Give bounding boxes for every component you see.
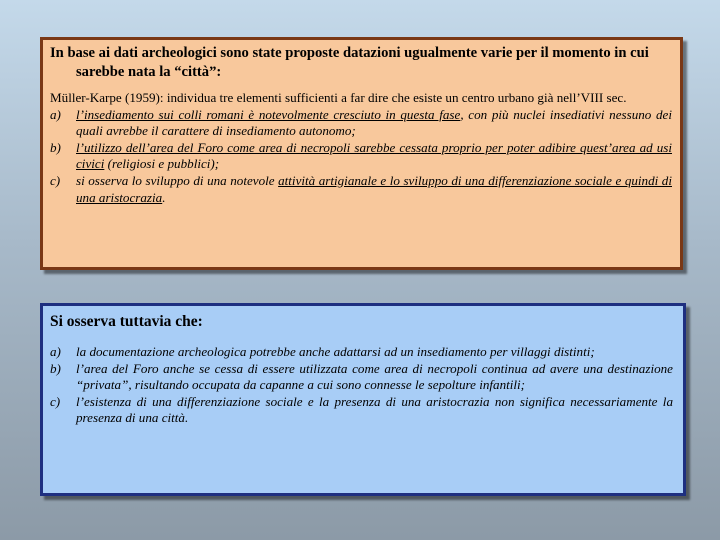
item-text-end: . — [162, 189, 166, 205]
underlined-text: l’insediamento sui colli romani è notevolmente cresciuto in questa fase — [76, 106, 461, 122]
list-item — [50, 394, 673, 427]
item-text: si osserva lo sviluppo di una notevole — [76, 172, 279, 188]
however-title: Si osserva tuttavia che: — [50, 313, 203, 330]
however-box — [40, 303, 686, 496]
list-item-label: b) — [50, 139, 61, 155]
list-item-label: c) — [50, 172, 61, 188]
list-item — [50, 140, 672, 173]
muller-karpe-intro: Müller-Karpe (1959): individua tre elementi sufficienti a far dire che esiste un centro urbano già nell’VIII sec. — [50, 90, 627, 105]
item-text: l’esistenza di una differenziazione sociale e la presenza di una aristocrazia non significa necessariamente la presenza di una città. — [76, 393, 673, 426]
list-item — [50, 361, 673, 394]
list-item — [50, 107, 672, 140]
item-text: l’area del Foro anche se cessa di essere utilizzata come area di necropoli continua ad avere una destinazione “privata”, risultando occupata da capanne a cui sono connesse le sepolture infantili; — [76, 360, 673, 393]
list-item-label: a) — [50, 106, 61, 122]
item-text: (religiosi e pubblici); — [104, 156, 220, 172]
list-item — [50, 173, 672, 206]
dating-proposals-box — [40, 37, 683, 270]
underlined-text: l’utilizzo dell’area del Foro come area di necropoli sarebbe cessata proprio per poter adibire quest’area ad usi civici — [76, 139, 672, 172]
list-item — [50, 344, 673, 361]
list-item-label: b) — [50, 360, 61, 376]
list-item-label: a) — [50, 344, 61, 359]
dating-proposals-title: In base ai dati archeologici sono state proposte datazioni ugualmente varie per il momento in cui sarebbe nata la “città”: — [50, 45, 649, 80]
item-text: la documentazione archeologica potrebbe anche adattarsi ad un insediamento per villaggi distinti; — [76, 344, 595, 359]
underlined-text: attività artigianale e lo sviluppo di una differenziazione sociale e quindi di una aristocrazia — [76, 172, 672, 205]
list-item-label: c) — [50, 393, 61, 409]
item-text: , con più nuclei insediativi nessuno dei quali avrebbe il carattere di insediamento autonomo; — [76, 106, 673, 139]
